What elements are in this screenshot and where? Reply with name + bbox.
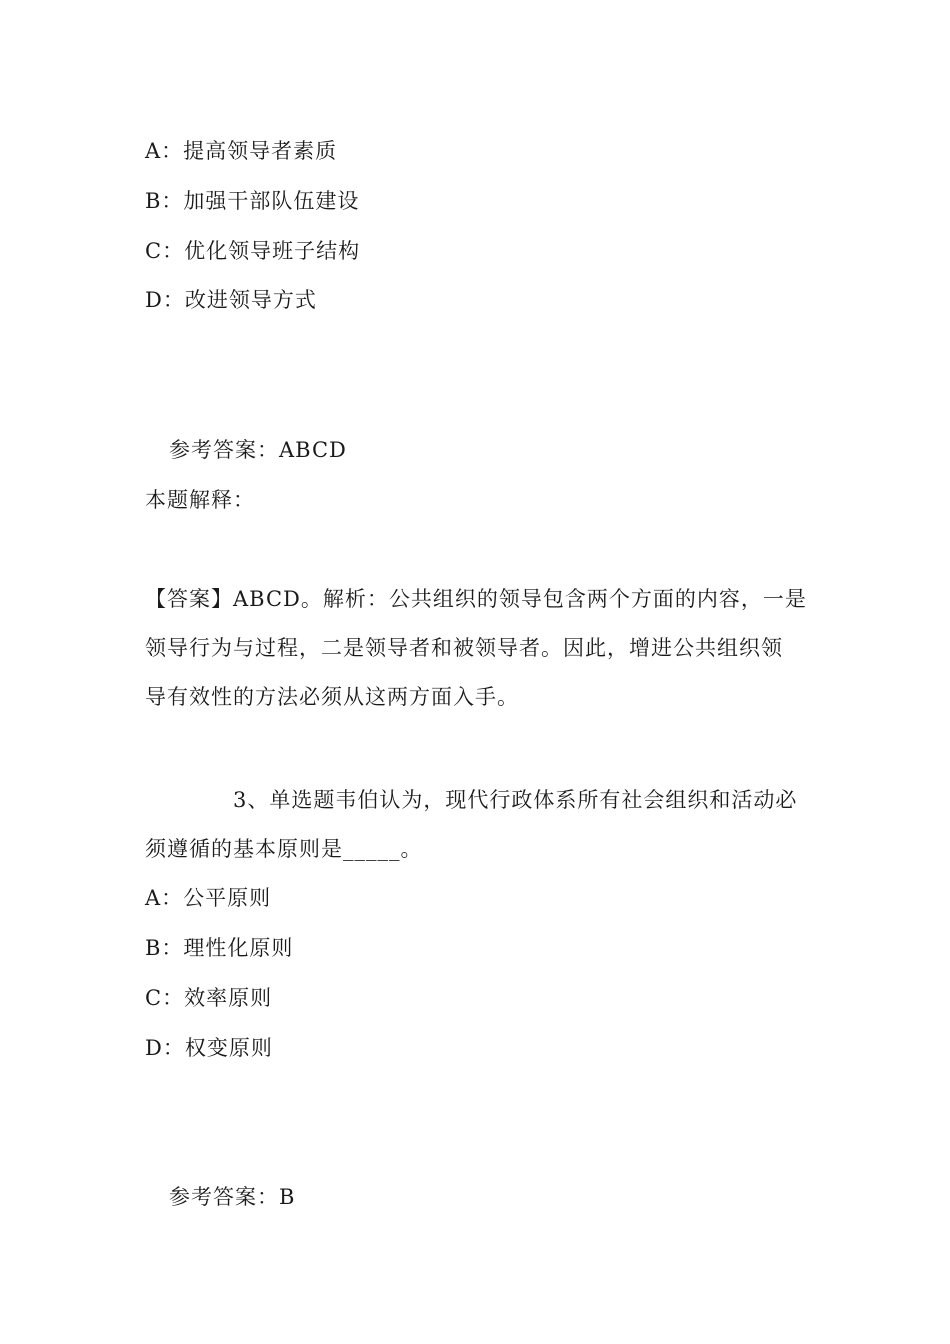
option-d: D：权变原则 [145,1036,273,1060]
question-stem: 3、单选题韦伯认为，现代行政体系所有社会组织和活动必 [233,788,798,812]
option-a: A：公平原则 [145,886,272,910]
explanation-heading: 本题解释： [145,488,255,512]
option-c: C：优化领导班子结构 [145,239,361,263]
explanation-line: 【答案】ABCD。解析：公共组织的领导包含两个方面的内容，一是 [145,587,807,611]
explanation-line: 导有效性的方法必须从这两方面入手。 [145,685,519,709]
option-b: B：理性化原则 [145,936,294,960]
option-b: B：加强干部队伍建设 [145,189,360,213]
reference-answer: 参考答案：B [169,1185,296,1209]
reference-answer: 参考答案：ABCD [169,438,347,462]
option-d: D：改进领导方式 [145,288,317,312]
option-a: A：提高领导者素质 [145,139,338,163]
question-stem-continued: 须遵循的基本原则是_____。 [145,837,423,861]
option-c: C：效率原则 [145,986,273,1010]
explanation-line: 领导行为与过程，二是领导者和被领导者。因此，增进公共组织领 [145,636,783,660]
